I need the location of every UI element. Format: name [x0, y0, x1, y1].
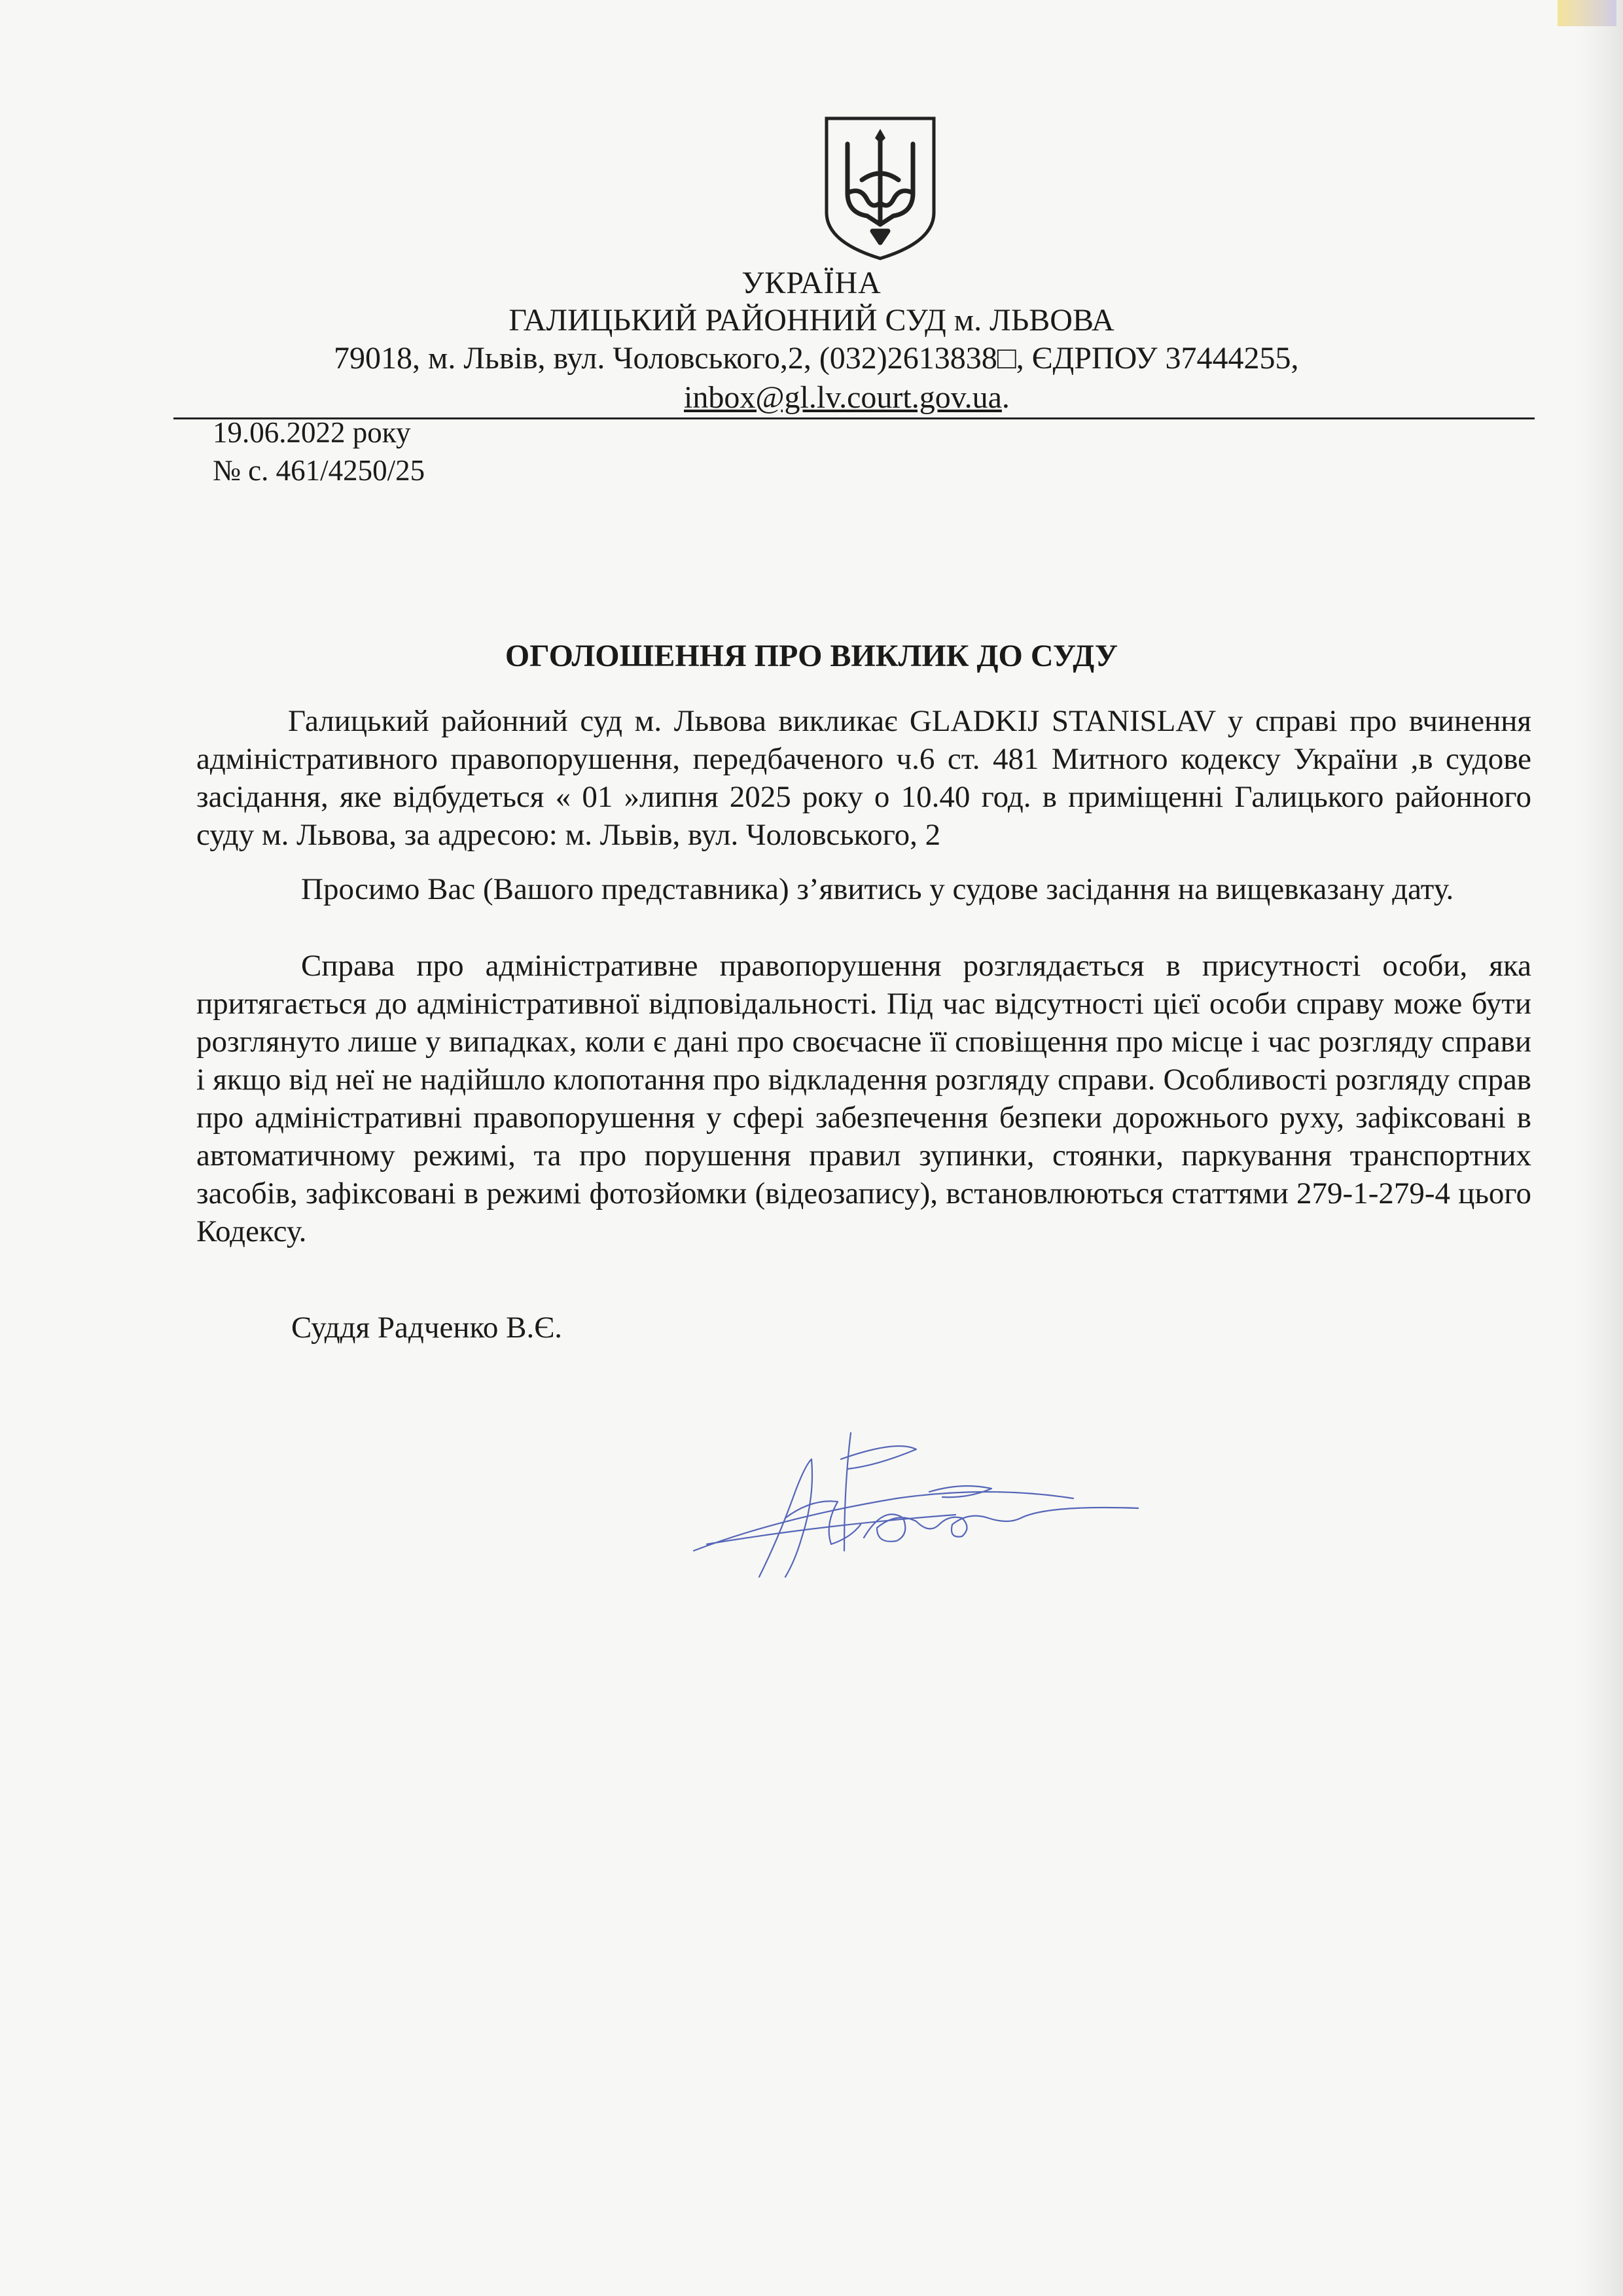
email-suffix: .: [1001, 380, 1010, 415]
document-date: 19.06.2022 року: [213, 416, 411, 449]
header-email-line: [684, 380, 1010, 416]
header-court-name: ГАЛИЦЬКИЙ РАЙОННИЙ СУД м. ЛЬВОВА: [508, 303, 1115, 338]
case-number: № с. 461/4250/25: [213, 454, 425, 487]
header-country: УКРАЇНА: [741, 266, 882, 300]
scan-corner-mark: [1558, 0, 1616, 26]
body-paragraph-summons: Галицький районний суд м. Львова викликає GLADKIJ STANISLAV у справі про вчинення адміністративного правопорушення, передбаченого ч.6 ст. 481 Митного кодексу України ,в судове засідання, яке відбудеться « 01 »липня 2025 року о 10.40 год. в приміщенні Галицького районного суду м. Львова, за адресою: м. Львів, вул. Чоловського, 2: [196, 704, 1531, 852]
email-link[interactable]: inbox@gl.lv.court.gov.ua: [684, 380, 1002, 415]
scan-shadow-edge: [1577, 0, 1623, 2296]
body-paragraph-procedure: Справа про адміністративне правопорушення розглядається в присутності особи, яка притягається до адміністративної відповідальності. Під час відсутності цієї особи справу може бути розглянуто лише у випадках, коли є дані про своєчасне її сповіщення про місце і час розгляду справи і якщо від неї не надійшло клопотання про відкладення розгляду справи. Особливості розгляду справ про адміністративні правопорушення у сфері забезпечення безпеки дорожнього руху, зафіксовані в автоматичному режимі, та про порушення правил зупинки, стоянки, паркування транспортних засобів, зафіксовані в режимі фотозйомки (відеозапису), встановлюються статтями 279-1-279-4 цього Кодексу.: [196, 949, 1531, 1248]
body-paragraph-request: Просимо Вас (Вашого представника) з’явитись у судове засідання на вищевказану дату.: [301, 872, 1454, 906]
judge-signature-line: Суддя Радченко В.Є.: [291, 1311, 563, 1345]
tryzub-coat-of-arms-icon: [821, 115, 939, 262]
header-address: 79018, м. Львів, вул. Чоловського,2, (032)2613838□, ЄДРПОУ 37444255,: [334, 341, 1299, 376]
handwritten-signature: [681, 1420, 1139, 1590]
document-title: ОГОЛОШЕННЯ ПРО ВИКЛИК ДО СУДУ: [505, 639, 1118, 673]
